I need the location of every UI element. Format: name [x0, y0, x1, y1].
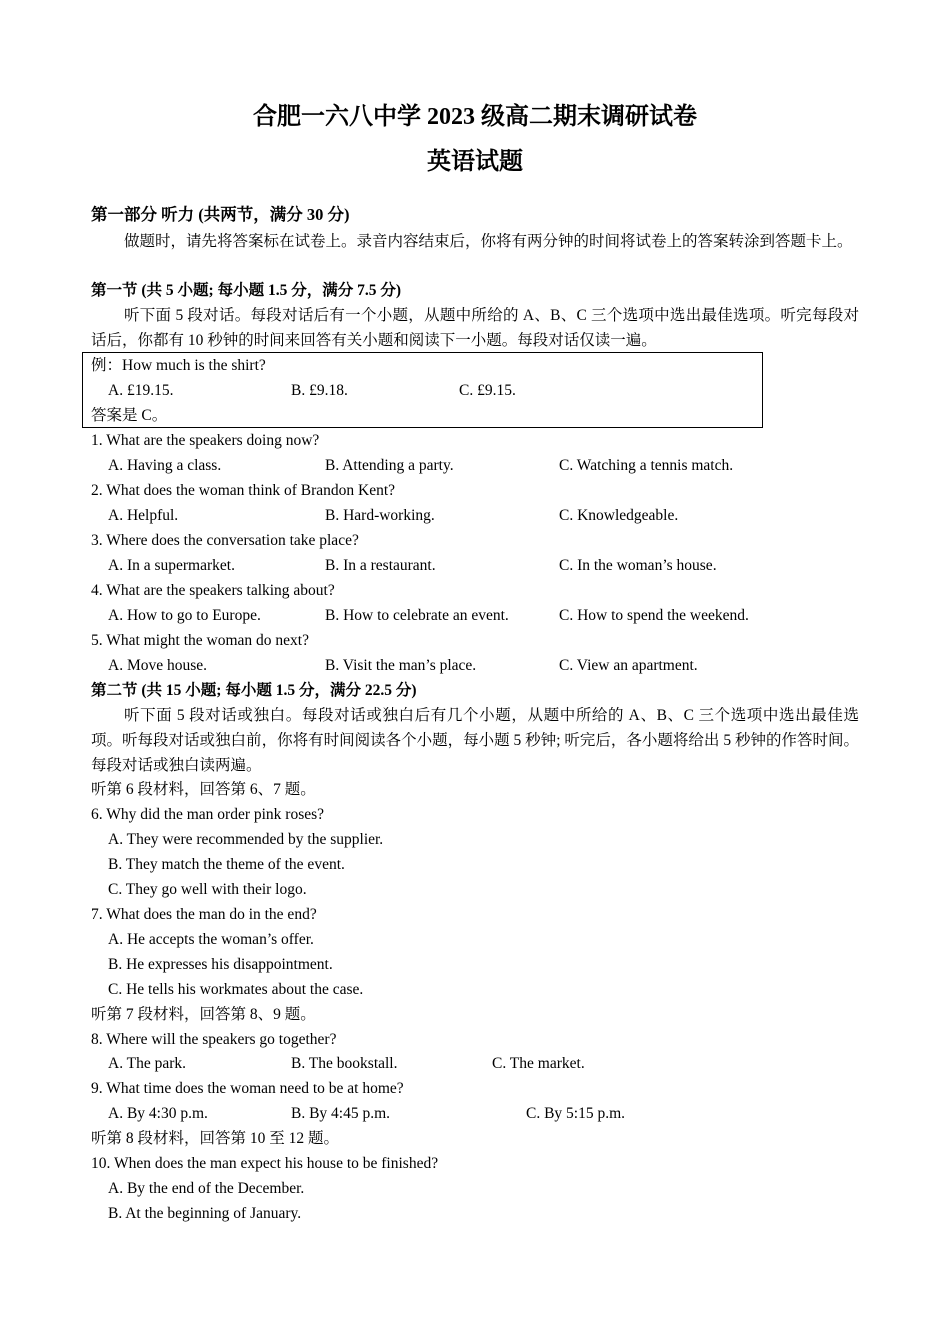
- q4-stem: 4. What are the speakers talking about?: [91, 582, 335, 599]
- q10-stem: 10. When does the man expect his house to be finished?: [91, 1155, 439, 1172]
- q8-option-c: C. The market.: [492, 1055, 585, 1072]
- section2-instructions: 听下面 5 段对话或独白。每段对话或独白后有几个小题，从题中所给的 A、B、C 三个选项中选出最佳选项。听每段对话或独白前，你将有时间阅读各个小题，每小题 5 秒钟; 听完后，各小题将给出 5 秒钟的作答时间。每段对话或独白读两遍。: [91, 707, 859, 774]
- q9-stem: 9. What time does the woman need to be at home?: [91, 1080, 404, 1097]
- q2-option-b: B. Hard-working.: [325, 507, 435, 524]
- q5-stem: 5. What might the woman do next?: [91, 632, 309, 649]
- q3-option-b: B. In a restaurant.: [325, 557, 436, 574]
- q6-stem: 6. Why did the man order pink roses?: [91, 806, 325, 823]
- q5-option-b: B. Visit the man’s place.: [325, 657, 477, 674]
- q2-option-c: C. Knowledgeable.: [559, 507, 679, 524]
- q7-option-b: B. He expresses his disappointment.: [108, 956, 333, 973]
- q4-option-c: C. How to spend the weekend.: [559, 607, 749, 624]
- example-option-c: C. £9.15.: [459, 382, 516, 399]
- q3-option-a: A. In a supermarket.: [108, 557, 235, 574]
- q2-stem: 2. What does the woman think of Brandon Kent?: [91, 482, 396, 499]
- q9-option-c: C. By 5:15 p.m.: [526, 1105, 626, 1122]
- section1-heading: 第一节 (共 5 小题; 每小题 1.5 分，满分 7.5 分): [91, 282, 401, 299]
- q8-option-b: B. The bookstall.: [291, 1055, 398, 1072]
- q9-option-b: B. By 4:45 p.m.: [291, 1105, 391, 1122]
- q1-option-a: A. Having a class.: [108, 457, 222, 474]
- q6-option-a: A. They were recommended by the supplier.: [108, 831, 384, 848]
- q1-option-c: C. Watching a tennis match.: [559, 457, 734, 474]
- example-answer: 答案是 C。: [91, 407, 168, 424]
- q7-stem: 7. What does the man do in the end?: [91, 906, 317, 923]
- q1-stem: 1. What are the speakers doing now?: [91, 432, 320, 449]
- q2-option-a: A. Helpful.: [108, 507, 179, 524]
- example-option-b: B. £9.18.: [291, 382, 348, 399]
- section2-heading: 第二节 (共 15 小题; 每小题 1.5 分，满分 22.5 分): [91, 682, 417, 699]
- q1-option-b: B. Attending a party.: [325, 457, 454, 474]
- exam-title: 合肥一六八中学 2023 级高二期末调研试卷: [253, 104, 697, 130]
- q5-option-a: A. Move house.: [108, 657, 208, 674]
- q10-option-b: B. At the beginning of January.: [108, 1205, 302, 1222]
- q7-option-a: A. He accepts the woman’s offer.: [108, 931, 314, 948]
- section1-instructions: 听下面 5 段对话。每段对话后有一个小题，从题中所给的 A、B、C 三个选项中选出最佳选项。听完每段对话后，你都有 10 秒钟的时间来回答有关小题和阅读下一小题。每段对话仅读一遍。: [91, 307, 859, 349]
- q6-option-b: B. They match the theme of the event.: [108, 856, 345, 873]
- q3-stem: 3. Where does the conversation take place?: [91, 532, 359, 549]
- exam-subtitle: 英语试题: [427, 149, 523, 175]
- q6-option-c: C. They go well with their logo.: [108, 881, 307, 898]
- q3-option-c: C. In the woman’s house.: [559, 557, 717, 574]
- q8-stem: 8. Where will the speakers go together?: [91, 1031, 337, 1048]
- material7-note: 听第 7 段材料，回答第 8、9 题。: [91, 1006, 316, 1023]
- part1-heading: 第一部分 听力 (共两节，满分 30 分): [91, 205, 350, 224]
- q4-option-b: B. How to celebrate an event.: [325, 607, 509, 624]
- material8-note: 听第 8 段材料，回答第 10 至 12 题。: [91, 1130, 340, 1147]
- q9-option-a: A. By 4:30 p.m.: [108, 1105, 208, 1122]
- q7-option-c: C. He tells his workmates about the case.: [108, 981, 364, 998]
- q10-option-a: A. By the end of the December.: [108, 1180, 305, 1197]
- material6-note: 听第 6 段材料，回答第 6、7 题。: [91, 781, 316, 798]
- example-question: 例：How much is the shirt?: [91, 357, 266, 374]
- part1-instructions: 做题时，请先将答案标在试卷上。录音内容结束后，你将有两分钟的时间将试卷上的答案转涂到答题卡上。: [124, 233, 853, 250]
- q5-option-c: C. View an apartment.: [559, 657, 698, 674]
- q8-option-a: A. The park.: [108, 1055, 187, 1072]
- example-option-a: A. £19.15.: [108, 382, 174, 399]
- q4-option-a: A. How to go to Europe.: [108, 607, 261, 624]
